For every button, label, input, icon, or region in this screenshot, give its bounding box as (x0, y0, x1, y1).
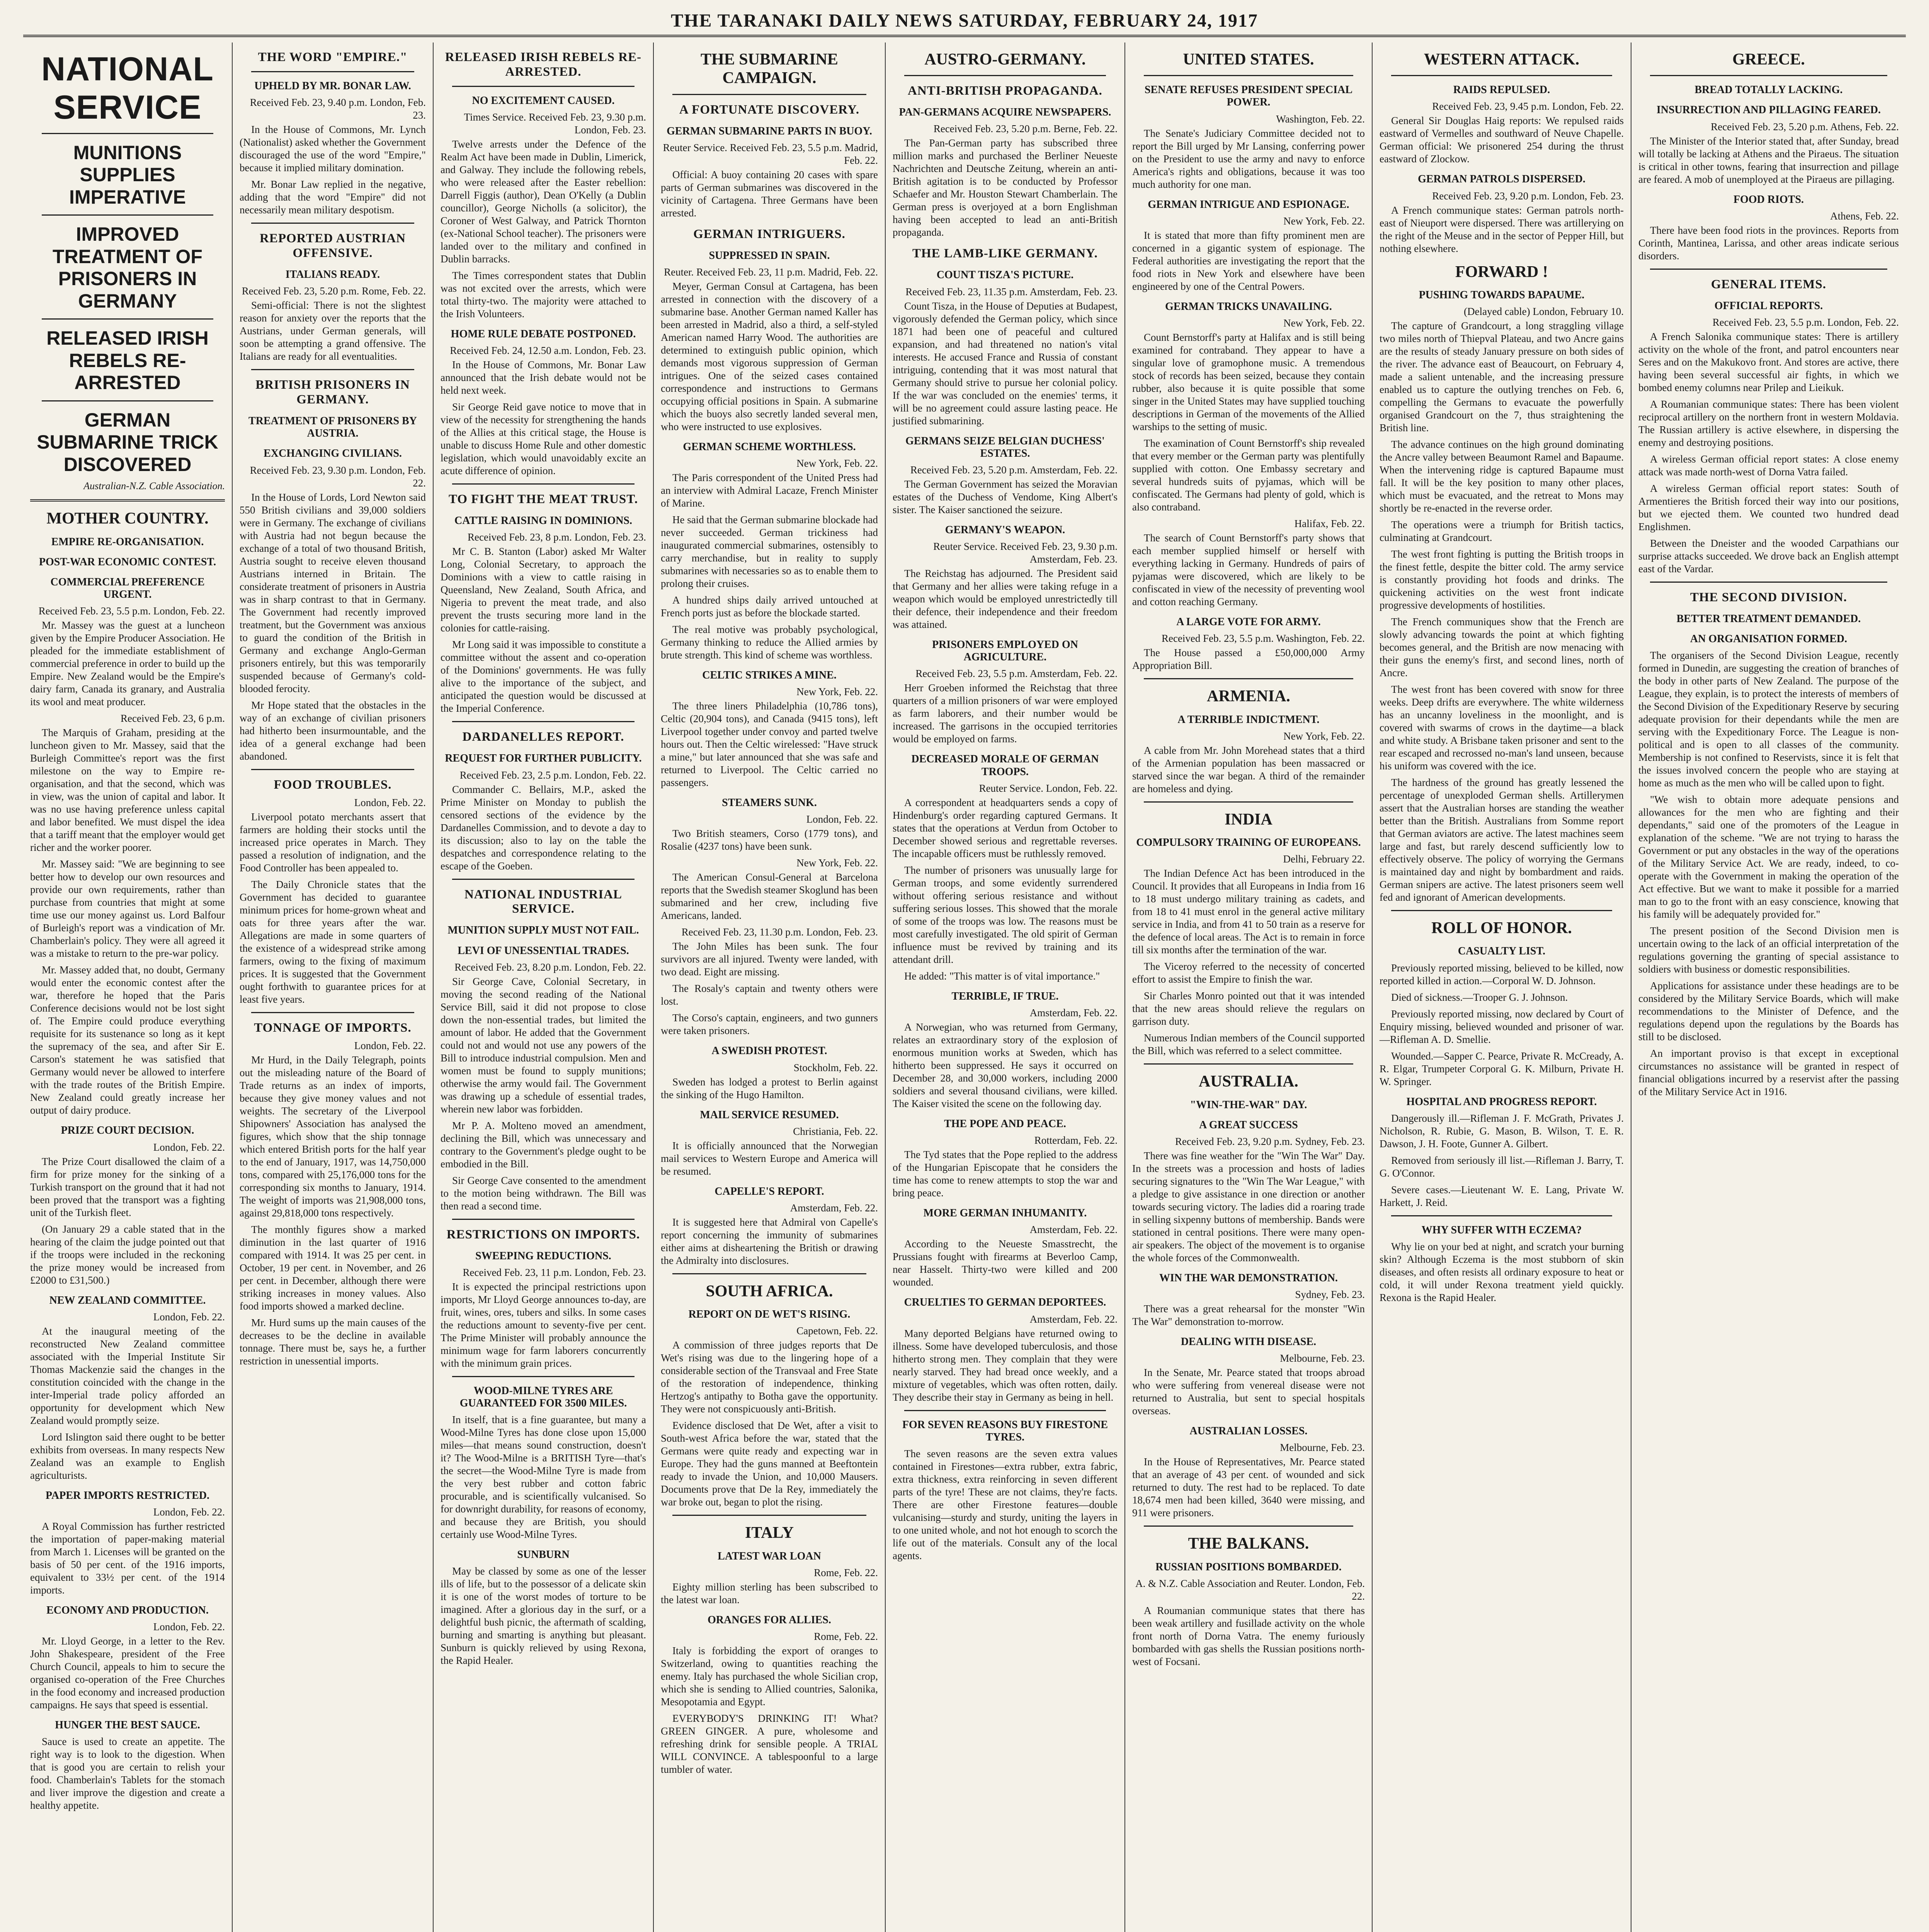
headline: FOOD TROUBLES. (274, 777, 392, 792)
article-paragraph: Wounded.—Sapper C. Pearce, Private R. McCready, A. R. Elgar, Trumpeter Corporal G. K. Milburn, Private H. W. Springer. (1380, 1050, 1624, 1087)
article-paragraph: The monthly figures show a marked diminution in the last quarter of 1916 compared with 1914. It was 25 per cent. in October, 19 per cent. in November, and 26 per cent. in December, although there were striking increases in money values. Also food imports showed a marked decline. (240, 1223, 426, 1312)
article-paragraph: Sir George Reid gave notice to move that in view of the necessity for strengthening the hands of the Allies at this critical stage, the House is unable to discuss Home Rule and other domestic legislation, which would unavoidably excite an acute difference of opinion. (441, 401, 646, 477)
subheading: PUSHING TOWARDS BAPAUME. (1419, 289, 1585, 301)
subheading: COMPULSORY TRAINING OF EUROPEANS. (1136, 837, 1361, 849)
article-paragraph: The Reichstag has adjourned. The President said that Germany and her allies were taking refuge in a weapon which would be employed unrestrictedly till their defence, their independence and their freedom was attained. (893, 568, 1118, 631)
dateline: Received Feb. 23, 5.5 p.m. London, Feb. 22. (38, 605, 225, 617)
column-1 (23, 43, 232, 1932)
subheading: INSURRECTION AND PILLAGING FEARED. (1656, 104, 1881, 116)
article-paragraph: He said that the German submarine blockade had never succeeded. German trickiness had inaugurated commercial submarines, ostensibly to carry merchandise, but in reality to supply submarines with necessaries so as to enable them to prolong their cruises. (661, 514, 878, 590)
dateline: Rome, Feb. 22. (814, 1566, 878, 1578)
article-paragraph: Mr Hurd, in the Daily Telegraph, points out the misleading nature of the Board of Trade returns as an index of imports, because they give money values and not weights. The secretary of the Liverpool Shipowners' Association has analysed the figures, which show that the ship tonnage which entered British ports for the half year to the end of January, 1917, was 14,750,000 tons, compared with 25,176,000 tons for the corresponding six months to January, 1914. The weight of imports was 21,908,000 tons, against 29,818,000 tons respectively. (240, 1054, 426, 1219)
article-paragraph: Evidence disclosed that De Wet, after a visit to South-west Africa before the war, stated that the Germans were quite ready and expecting war in Europe. They had the guns manned at Beeftontein ready to invade the Union, and 10,000 Mausers. Documents prove that De la Rey, immediately the war broke out, began to plot the rising. (661, 1420, 878, 1508)
article-paragraph: Italy is forbidding the export of oranges to Switzerland, owing to quantities reaching the enemy. Italy has purchased the whole Sicilian crop, which she is sending to Allied countries, Salonika, Mesopotamia and Egypt. (661, 1645, 878, 1708)
dateline: Received Feb. 24, 12.50 a.m. London, Feb. 23. (450, 345, 646, 357)
subheading: CATTLE RAISING IN DOMINIONS. (454, 515, 632, 527)
article-paragraph: The American Consul-General at Barcelona reports that the Swedish steamer Skoglund has been submarined and her crew, including five Americans, landed. (661, 871, 878, 922)
subheading: CELTIC STRIKES A MINE. (702, 669, 837, 682)
article-paragraph: In the House of Commons, Mr. Lynch (Nationalist) asked whether the Government discouraged the use of the word "Empire," because it implied military domination. (240, 124, 426, 174)
subheading: ORANGES FOR ALLIES. (708, 1614, 831, 1626)
dateline: A. & N.Z. Cable Association and Reuter. London, Feb. 22. (1135, 1577, 1365, 1602)
subheading: GERMAN SUBMARINE PARTS IN BUOY. (667, 125, 872, 137)
subheading: COUNT TISZA'S PICTURE. (936, 269, 1074, 281)
headline: THE LAMB-LIKE GERMANY. (912, 247, 1098, 261)
article-paragraph: Applications for assistance under these headings are to be considered by the Military Service Boards, which will make recommendations to the Minister of Defence, and the regulations depend upon the regulations by the Boards has still to be disclosed. (1638, 980, 1899, 1043)
subheading: REPORT ON DE WET'S RISING. (688, 1308, 851, 1321)
dateline: Melbourne, Feb. 23. (1280, 1352, 1365, 1364)
subheading: UPHELD BY MR. BONAR LAW. (254, 80, 411, 92)
subheading: EXCHANGING CIVILIANS. (264, 447, 402, 460)
column-4 (653, 43, 885, 1932)
article-paragraph: Mr. Lloyd George, in a letter to the Rev. John Shakespeare, president of the Free Church Council, appeals to him to secure the organised co-operation of the Free Churches in the food economy and increased production campaigns. He says that speed is essential. (30, 1635, 225, 1711)
article-paragraph: A hundred ships daily arrived untouched at French ports just as before the blockade started. (661, 594, 878, 619)
subheading: ECONOMY AND PRODUCTION. (46, 1604, 209, 1616)
article-paragraph: The advance continues on the high ground dominating the Ancre valley between Beaumont Ramel and Bapaume. When the intervening ridge is captured Bapaume must fall. It will be the key position to many other places, which must be evacuated, and the retreat to Mons may shortly be re-enacted in the reverse order. (1380, 439, 1624, 514)
dateline: Received Feb. 23, 5.20 p.m. Amsterdam, Feb. 22. (910, 464, 1118, 476)
subheading: GERMAN TRICKS UNAVAILING. (1165, 300, 1332, 313)
article-paragraph: Lord Islington said there ought to be better exhibits from overseas. In many respects New Zealand was an example to English agriculturists. (30, 1431, 225, 1481)
subheading: SWEEPING REDUCTIONS. (475, 1250, 611, 1262)
headline: THE SUBMARINE CAMPAIGN. (701, 51, 838, 87)
subheading: MAIL SERVICE RESUMED. (700, 1109, 839, 1121)
dateline: Reuter Service. London, Feb. 22. (979, 782, 1118, 794)
subheading: RAIDS REPULSED. (1453, 84, 1550, 96)
article-paragraph: The Minister of the Interior stated that, after Sunday, bread will totally be lacking at Athens and the Piraeus. The situation is critical in other towns, fearing that insurrection and pillage are feared. A mob of unemployed at the Piraeus are pillaging. (1638, 135, 1899, 185)
section-heading: SOUTH AFRICA. (706, 1282, 833, 1300)
dateline: New York, Feb. 22. (796, 457, 878, 469)
subheading: HOSPITAL AND PROGRESS REPORT. (1406, 1095, 1597, 1108)
article-paragraph: Mr. Hurd sums up the main causes of the decreases to be the decline in available tonnage. There must be, says he, a further restriction in unessential imports. (240, 1316, 426, 1367)
article-paragraph: Mr C. B. Stanton (Labor) asked Mr Walter Long, Colonial Secretary, to approach the Dominions with a view to cattle raising in Queensland, New Zealand, South Africa, and Nigeria to prevent the meat trade, and also prevent the trusts securing more land in the colonies for cattle-raising. (441, 546, 646, 634)
subheading: LEVI OF UNESSENTIAL TRADES. (458, 944, 629, 957)
article-paragraph: A Roumanian communique states that there has been weak artillery and fusillade activity on the whole front north of Dorna Vatra. The enemy furiously bombarded with gas shells the Russian positions north-west of Focsani. (1132, 1604, 1365, 1667)
subheading: POST-WAR ECONOMIC CONTEST. (39, 556, 216, 568)
headline: NATIONAL INDUSTRIAL SERVICE. (464, 887, 623, 916)
subheading: FOOD RIOTS. (1733, 193, 1804, 206)
article-paragraph: Liverpool potato merchants assert that farmers are holding their stocks until the increased price operates in March. They passed a resolution of indignation, and the Food Controller has been appealed to. (240, 811, 426, 874)
dateline: London, Feb. 22. (153, 1506, 225, 1518)
article-paragraph: The German Government has seized the Moravian estates of the Duchess of Vendome, King Albert's sister. The Kaiser sanctioned the seizure. (893, 478, 1118, 515)
newspaper-title: THE TARANAKI DAILY NEWS SATURDAY, FEBRUARY 24, 1917 (671, 10, 1258, 31)
dateline: London, Feb. 22. (153, 1311, 225, 1323)
article-paragraph: Mr. Massey said: "We are beginning to see better how to develop our own resources and provide our own requirements, rather than purchase from countries that might at some time use our money against us. Lord Balfour of Burleigh's report was a vindication of Mr. Chamberlain's policy. They were all agreed it was a mistake to return to the pre-war policy. (30, 858, 225, 959)
advertisement-heading: WHY SUFFER WITH ECZEMA? (1421, 1224, 1582, 1236)
article-paragraph: There have been food riots in the provinces. Reports from Corinth, Mantinea, Larissa, and other areas indicate serious disorders. (1638, 224, 1899, 262)
article-paragraph: The Tyd states that the Pope replied to the address of the Hungarian Episcopate that he considers the time has come to renew attempts to stop the war and bring peace. (893, 1149, 1118, 1199)
article-paragraph: It is suggested here that Admiral von Capelle's report concerning the immunity of submarines either aims at disheartening the British or drawing the Admiralty into disclosures. (661, 1216, 878, 1266)
article-paragraph: A Roumanian communique states: There has been violent reciprocal artillery on the northern front in western Moldavia. The Russian artillery is active elsewhere, in dispersing the enemy and destroying positions. (1638, 398, 1899, 448)
article-paragraph: Semi-official: There is not the slightest reason for anxiety over the reports that the Austrians, under German generals, will soon be attempting a grand offensive. The Italians are ready for all eventualities. (240, 299, 426, 362)
dateline: London, Feb. 22. (354, 796, 426, 808)
article-paragraph: Count Bernstorff's party at Halifax and is still being examined for contraband. They appear to have a singular love of gramophone music. A tremendous stock of records has been seized, because they contain rubber, also because it is quite possible that some singer in the United States may have supplied touching descriptions in German of the movements of the Allied warships to the setting of music. (1132, 332, 1365, 433)
advertisement-heading: WOOD-MILNE TYRES ARE GUARANTEED FOR 3500 MILES. (459, 1384, 627, 1410)
dateline: Received Feb. 23, 6 p.m. (121, 713, 225, 724)
dateline: Rome, Feb. 22. (814, 1631, 878, 1643)
subheading: NEW ZEALAND COMMITTEE. (49, 1294, 206, 1306)
subheading: PAPER IMPORTS RESTRICTED. (46, 1489, 209, 1502)
article-paragraph: The Senate's Judiciary Committee decided not to report the Bill urged by Mr Lansing, conferring power on the President to use the army and navy to enforce America's rights and obligations, because it was too much authority for one man. (1132, 127, 1365, 190)
advertisement-text: Why lie on your bed at night, and scratch your burning skin? Although Eczema is the most stubborn of skin diseases, and often resists all ordinary exposure to heat or cold, it will under Rexona treatment yield quickly. Rexona is the Rapid Healer. (1380, 1241, 1624, 1304)
article-paragraph: The Indian Defence Act has been introduced in the Council. It provides that all Europeans in India from 16 to 18 must undergo military training as cadets, and from 18 to 41 must enrol in the general active military service in India, and from 41 to 50 train as a reserve for the defence of local areas. The Act is to remain in force till six months after the termination of the war. (1132, 867, 1365, 956)
dateline: London, Feb. 22. (354, 1039, 426, 1051)
dateline: Received Feb. 23, 8.20 p.m. London, Feb. 22. (454, 961, 646, 973)
article-paragraph: The Corso's captain, engineers, and two gunners were taken prisoners. (661, 1012, 878, 1037)
subheading: PRISONERS EMPLOYED ON AGRICULTURE. (932, 639, 1078, 663)
section-heading: ARMENIA. (1207, 687, 1290, 706)
dateline: Capetown, Feb. 22. (796, 1325, 878, 1337)
headline: TONNAGE OF IMPORTS. (254, 1020, 412, 1035)
article-paragraph: Eighty million sterling has been subscribed to the latest war loan. (661, 1581, 878, 1605)
headline-irish-rebels: RELEASED IRISH REBELS RE-ARRESTED (46, 327, 209, 394)
article-paragraph: In the House of Commons, Mr. Bonar Law announced that the Irish debate would not be held next week. (441, 359, 646, 396)
dateline: Received Feb. 23, 2.5 p.m. London, Feb. 22. (459, 769, 646, 781)
dateline: Received Feb. 23, 8 p.m. London, Feb. 23. (468, 531, 646, 543)
dateline: Amsterdam, Feb. 22. (1029, 1313, 1118, 1325)
subheading: LATEST WAR LOAN (718, 1550, 821, 1562)
subheading: COMMERCIAL PREFERENCE URGENT. (50, 576, 205, 601)
article-paragraph: The operations were a triumph for British tactics, culminating at Grandcourt. (1380, 519, 1624, 544)
article-paragraph: The present position of the Second Division men is uncertain owing to the lack of an official interpretation of the regulations governing the granting of special assistance to soldiers with business or domestic responsibilities. (1638, 925, 1899, 975)
article-paragraph: The Marquis of Graham, presiding at the luncheon given to Mr. Massey, said that the Burleigh Committee's report was the first milestone on the way to Empire re-organisation, and that the second, which was in view, was the union of capital and labor. It was no use having preference unless capital and labor benefited. We must dispel the idea that a tariff meant that the employer would get richer and the worker poorer. (30, 727, 225, 854)
article-paragraph: An important proviso is that except in exceptional circumstances no assistance will be granted in respect of financial obligations incurred by a reservist after the passing of the Military Service Act in 1916. (1638, 1048, 1899, 1098)
headline: GERMAN INTRIGUERS. (693, 227, 845, 241)
dateline: London, Feb. 22. (153, 1141, 225, 1153)
dateline: London, Feb. 22. (153, 1621, 225, 1633)
subheading: NO EXCITEMENT CAUSED. (472, 94, 615, 107)
article-paragraph: It is expected the principal restrictions upon imports, Mr Lloyd George announces to-day, are fruit, wines, ores, tubers and silks. In some cases the reductions amount to seventy-five per cent. The Prime Minister will probably announce the minimum wage for farm laborers concurrently with the minimum grain prices. (441, 1281, 646, 1369)
subheading: CRUELTIES TO GERMAN DEPORTEES. (904, 1296, 1106, 1309)
advertisement-heading: SUNBURN (517, 1549, 570, 1561)
headline: FORWARD ! (1455, 263, 1548, 281)
column-3 (433, 43, 653, 1932)
dateline: Sydney, Feb. 23. (1295, 1289, 1365, 1301)
subheading: AN ORGANISATION FORMED. (1690, 633, 1847, 645)
article-paragraph: The west front has been covered with snow for three weeks. Deep drifts are everywhere. The white wilderness has an uncanny loveliness in the moonlight, and is covered with swarms of crows in the daytime—a black and white study. A Brisbane taken prisoner and sent to the rear escaped and recrossed no-man's land unseen, because his uniform was covered with the ice. (1380, 684, 1624, 772)
subheading: SUPPRESSED IN SPAIN. (709, 249, 830, 262)
article-paragraph: Many deported Belgians have returned owing to illness. Some have developed tuberculosis, and those hitherto strong men. They complain that they were nearly starved. They had bread once weekly, and a mixture of vegetables, which was often rotten, daily. They describe their stay in Germany as being in hell. (893, 1327, 1118, 1403)
article-paragraph: Official: A buoy containing 20 cases with spare parts of German submarines was discovered in the vicinity of Cartagena. Three Germans have been arrested. (661, 168, 878, 219)
dateline: Received Feb. 23, 5.5 p.m. Amsterdam, Feb. 22. (915, 668, 1118, 680)
article-paragraph: General Sir Douglas Haig reports: We repulsed raids eastward of Vermelles and southward of Neuve Chapelle. German official: We prisonered 254 during the thrust eastward of Zlockow. (1380, 115, 1624, 165)
headline: THE SECOND DIVISION. (1690, 590, 1847, 604)
article-paragraph: The Viceroy referred to the necessity of concerted effort to assist the Empire to finish the war. (1132, 961, 1365, 985)
subheading: SENATE REFUSES PRESIDENT SPECIAL POWER. (1144, 84, 1353, 109)
dateline: Received Feb. 23, 5.20 p.m. Athens, Feb. 22. (1711, 121, 1899, 133)
article-paragraph: There was fine weather for the "Win The War" Day. In the streets was a procession and hosts of ladies securing signatures to the "Win The War League," with a pledge to give assistance in one direction or another towards securing victory. The ladies did a roaring trade in selling sixpenny buttons of membership. Bands were stationed in central positions. There were many open-air speakers. The object of the movement is to organise the whole forces of the Commonwealth. (1132, 1150, 1365, 1264)
dateline: New York, Feb. 22. (796, 857, 878, 869)
article-paragraph: The west front fighting is putting the British troops in the finest fettle, despite the bitter cold. The army service is constantly providing hot foods and drinks. The quickening activities on the west front indicate progressive developments of hostilities. (1380, 548, 1624, 611)
headline-munitions: MUNITIONS SUPPLIES IMPERATIVE (69, 141, 186, 208)
subheading: BREAD TOTALLY LACKING. (1694, 84, 1843, 96)
article-paragraph: The French communiques show that the French are slowly advancing towards the point at which fighting becomes general, and the British are now menacing with their guns the enemy's first, and second lines, north of Ancre. (1380, 616, 1624, 679)
article-paragraph: At the inaugural meeting of the reconstructed New Zealand committee associated with the Imperial Institute Sir Thomas Mackenzie said the changes in the constitution coincided with the change in the inter-Imperial trade policy afforded an opportunity for development which New Zealand would promptly seize. (30, 1325, 225, 1426)
headline: ANTI-BRITISH PROPAGANDA. (908, 84, 1102, 98)
section-heading: AUSTRALIA. (1199, 1073, 1298, 1091)
headline: AUSTRO-GERMANY. (924, 51, 1086, 68)
article-paragraph: The search of Count Bernstorff's party shows that each member supplied himself or herself with everything lacking in Germany. Hundreds of pairs of pyjamas were discovered, which are likely to be confiscated in view of the necessity of preventing wool and cotton reaching Germany. (1132, 532, 1365, 608)
dateline: Received Feb. 23, 11.30 p.m. London, Feb. 23. (681, 926, 878, 938)
article-paragraph: A French Salonika communique states: There is artillery activity on the whole of the front, and patrol encounters near Seres and on the Makukovo front. And stores are active, there having been several successful air fights, in which we bombed enemy columns near Prilep and Lieikuk. (1638, 330, 1899, 393)
subheading: DECREASED MORALE OF GERMAN TROOPS. (911, 753, 1099, 778)
article-paragraph: Between the Dneister and the wooded Carpathians our surprise attacks succeeded. We drove back an English attempt east of the Vardar. (1638, 537, 1899, 575)
headline: TO FIGHT THE MEAT TRUST. (448, 492, 638, 507)
article-paragraph: (On January 29 a cable stated that in the hearing of the claim the judge pointed out that if the troops were included in the reckoning the prize money would be increased from £2000 to £31,500.) (30, 1223, 225, 1286)
subheading: AUSTRALIAN LOSSES. (1189, 1425, 1308, 1437)
dateline: Received Feb. 23, 11.35 p.m. Amsterdam, Feb. 23. (905, 286, 1118, 298)
headline-national-service: NATIONAL SERVICE (41, 51, 214, 126)
article-paragraph: A wireless German official report states: A close enemy attack was made north-west of Dorna Vatra failed. (1638, 453, 1899, 478)
article-paragraph: He added: "This matter is of vital importance." (904, 970, 1100, 982)
dateline: (Delayed cable) London, February 10. (1464, 306, 1624, 318)
subheading: CAPELLE'S REPORT. (714, 1185, 824, 1197)
dateline: Washington, Feb. 22. (1276, 113, 1365, 125)
dateline: Amsterdam, Feb. 22. (790, 1202, 878, 1214)
article-paragraph: Severe cases.—Lieutenant W. E. Lang, Private W. Harkett, J. Reid. (1380, 1184, 1624, 1208)
article-paragraph: A Royal Commission has further restricted the importation of paper-making material from March 1. Licenses will be granted on the basis of 50 per cent. of the 1916 imports, equivalent to 33½ per cent. of the 1914 imports. (30, 1520, 225, 1596)
headline: A FORTUNATE DISCOVERY. (679, 102, 860, 117)
dateline: Times Service. Received Feb. 23, 9.30 p.m. London, Feb. 23. (464, 111, 646, 136)
dateline: Reuter Service. Received Feb. 23, 9.30 p.m. Amsterdam, Feb. 23. (933, 541, 1118, 565)
subheading: REQUEST FOR FURTHER PUBLICITY. (445, 752, 642, 765)
article-paragraph: The number of prisoners was unusually large for German troops, and some evidently surrendered without offering serious resistance and without suffering serious losses. This showed that the morale of some of the troops was low. The reasons must be most carefully investigated. The old spirit of German influence must be revived by training and its attendant drill. (893, 864, 1118, 965)
headline: RESTRICTIONS ON IMPORTS. (446, 1227, 640, 1242)
article-paragraph: The hardness of the ground has greatly lessened the percentage of unexploded German shells. Artillerymen assert that the Australian horses are standing the weather better than the British. Australians from Somme report that German aviators are active. The latest machines seem large and fast, but rarely descend sufficiently low to effectively observe. The policy of worrying the Germans is maintained day and night by bombardment and raids. German snipers are active. The latest prisoners seem well fed and ignorant of American developments. (1380, 777, 1624, 903)
article-paragraph: It is stated that more than fifty prominent men are concerned in a gigantic system of espionage. The Federal authorities are investigating the report that the food riots in New York and elsewhere have been engineered by one of the Central Powers. (1132, 229, 1365, 292)
advertisement-text: In itself, that is a fine guarantee, but many a Wood-Milne Tyres has done close upon 15,000 miles—that means sound construction, doesn't it? The Wood-Milne is a BRITISH Tyre—that's the secret—the Wood-Milne Tyre is made from the very best rubber and cotton fabric procurable, and is scientifically vulcanised. So for downright durability, for reasons of economy, and because they are British, you should certainly use Wood-Milne Tyres. (441, 1414, 646, 1541)
headline-submarine-trick: GERMAN SUBMARINE TRICK DISCOVERED (37, 409, 218, 475)
dateline: Reuter. Received Feb. 23, 11 p.m. Madrid, Feb. 22. (664, 266, 878, 278)
dateline: Stockholm, Feb. 22. (793, 1061, 878, 1073)
subheading: RUSSIAN POSITIONS BOMBARDED. (1155, 1561, 1342, 1573)
column-8 (1631, 43, 1906, 1932)
subheading: CASUALTY LIST. (1458, 945, 1546, 957)
article-paragraph: A French communique states: German patrols north-east of Nieuport were dispersed. There was artillerying on the right of the Meuse and in the sector of Pepper Hill, but nothing elsewhere. (1380, 204, 1624, 254)
article-paragraph: Numerous Indian members of the Council supported the Bill, which was referred to a select committee. (1132, 1032, 1365, 1057)
subheading: GERMANY'S WEAPON. (945, 524, 1065, 536)
dateline: Received Feb. 23, 5.5 p.m. Washington, Feb. 22. (1161, 633, 1365, 645)
article-paragraph: The real motive was probably psychological, Germany thinking to reduce the Allied armies by brute strength. This kind of scheme was worthless. (661, 624, 878, 661)
column-5 (885, 43, 1124, 1932)
article-paragraph: Mr Hope stated that the obstacles in the way of an exchange of civilian prisoners had hitherto been insurmountable, and the idea of a general exchange had been abandoned. (240, 699, 426, 762)
subheading: A GREAT SUCCESS (1199, 1119, 1298, 1131)
advertisement-heading: FOR SEVEN REASONS BUY FIRESTONE TYRES. (902, 1418, 1108, 1443)
dateline: Received Feb. 23, 9.20 p.m. Sydney, Feb. 23. (1175, 1135, 1365, 1147)
article-paragraph: The Daily Chronicle states that the Government has decided to guarantee minimum prices for home-grown wheat and oats for three years after the war. Allegations are made in some quarters of the existence of a widespread strike among farmers, owing to the fixing of maximum prices. It is suggested that the Government ought forthwith to guarantee prices for at least five years. (240, 878, 426, 1005)
dateline: Christiania, Feb. 22. (793, 1125, 878, 1137)
dateline: Delhi, February 22. (1283, 853, 1365, 865)
dateline: Rotterdam, Feb. 22. (1034, 1134, 1118, 1146)
subheading: MUNITION SUPPLY MUST NOT FAIL. (447, 924, 639, 937)
article-paragraph: Twelve arrests under the Defence of the Realm Act have been made in Dublin, Limerick, and Galway. They include the following rebels, who were released after the Easter rebellion: Darrell Figgis (author), Dean O'Kelly (a Dublin councillor), George Nicholls (a solicitor), the Coroner of West Galway, and Patrick Thornton (ex-National School teacher). The prisoners were landed over to the military and confined in Dublin barracks. (441, 138, 646, 265)
article-paragraph: Meyer, German Consul at Cartagena, has been arrested in connection with the discovery of a submarine base. Another German named Kaller has been arrested in Madrid, also a third, a self-styled American named Harry Wood. The authorities are determined to extinguish public opinion, which demands most vigorous suppression of German intrigues. One of the seized cases contained correspondence and instructions to Germans occupying official positions in Spain. A submarine which the buoys also secretly landed several men, who were instructed to use explosives. (661, 280, 878, 432)
subheading: TREATMENT OF PRISONERS BY AUSTRIA. (248, 415, 417, 440)
headline: WESTERN ATTACK. (1424, 51, 1580, 68)
advertisement-text: May be classed by some as one of the lesser ills of life, but to the possessor of a delicate skin it is one of the worst modes of torture to be imagined. After a glorious day in the surf, or a delightful bush picnic, the aftermath of scalding, burning and smarting is anything but pleasant. Sunburn is quickly relieved by using Rexona, the Rapid Healer. (441, 1565, 646, 1667)
article-paragraph: Count Tisza, in the House of Deputies at Budapest, vigorously defended the German policy, which since 1871 had been one of peaceful and cultured expansion, and had threatened no nation's vital interests. He accused France and Russia of constant intriguing, contending that it was most natural that Germany should strive to pursue her colonial policy. If the war was concluded on the enemies' terms, it will be no agreement could assure lasting peace. He justified submarining. (893, 300, 1118, 427)
headline: GENERAL ITEMS. (1711, 277, 1827, 291)
article-paragraph: Sir George Cave consented to the amendment to the motion being withdrawn. The Bill was then read a second time. (441, 1174, 646, 1212)
article-paragraph: The three liners Philadelphia (10,786 tons), Celtic (20,904 tons), and Canada (9415 tons), left Liverpool together under convoy and parted twelve hours out. Then the Celtic wirelessed: "Have struck a mine," but later announced that she was safe and returned to Liverpool. The Celtic carried no passengers. (661, 700, 878, 789)
article-paragraph: The Paris correspondent of the United Press had an interview with Admiral Lacaze, French Minister of Marine. (661, 472, 878, 509)
article-paragraph: A commission of three judges reports that De Wet's rising was due to the lingering hope of a considerable section of the Transvaal and Free State of the restoration of independence, thinking Hertzog's antipathy to Botha gave the opportunity. They were not conspicuously anti-British. (661, 1339, 878, 1415)
subheading: MORE GERMAN INHUMANITY. (923, 1207, 1087, 1219)
article-paragraph: Died of sickness.—Trooper G. J. Johnson. (1391, 991, 1568, 1003)
article-paragraph: Commander C. Bellairs, M.P., asked the Prime Minister on Monday to publish the censored sections of the evidence by the Dardanelles Commission, and to devote a day to its discussion; also to lay on the table the despatches and correspondence relating to the escape of the Goeben. (441, 783, 646, 872)
article-paragraph: Mr Long said it was impossible to constitute a committee without the assent and co-operation of the Dominions' governments. He was fully alive to the importance of the subject, and anticipated the question would be discussed at the Imperial Conference. (441, 639, 646, 714)
dateline: New York, Feb. 22. (1283, 730, 1365, 742)
article-paragraph: "We wish to obtain more adequate pensions and allowances for the men who are fighting and their dependants," said one of the promoters of the League in explanation of the scheme. "We are not trying to harass the Government or put any obstacles in the way of the operations of the Military Service Act. We are ready, indeed, to co-operate with the Government in making the operation of the Act effective. But we want to make it possible for a married man to go to the front with an easy conscience, knowing that his family will be adequately provided for." (1638, 794, 1899, 920)
headline: RELEASED IRISH REBELS RE-ARRESTED. (445, 50, 642, 79)
dateline: Athens, Feb. 22. (1830, 210, 1899, 222)
dateline: New York, Feb. 22. (796, 686, 878, 698)
article-paragraph: In the House of Lords, Lord Newton said 550 British civilians and 39,000 soldiers were in Germany. The exchange of civilians with Austria had not begun because the exchange of a total of two thousand British, Austria sought to receive eleven thousand Austrians interned in Britain. The considerate treatment of prisoners in Austria was in sharp contrast to that in Germany. The Government had recently improved treatment, but the Government was anxious to guard the condition of the British in Germany and exchange Anglo-German prisoners entirely, but this was temporarily suspended because of Germany's cold-blooded ferocity. (240, 491, 426, 694)
subheading: BETTER TREATMENT DEMANDED. (1676, 612, 1861, 625)
subheading: GERMAN PATROLS DISPERSED. (1418, 173, 1585, 185)
dateline: Received Feb. 23, 9.45 p.m. London, Feb. 22. (1432, 100, 1624, 112)
dateline: Amsterdam, Feb. 22. (1029, 1224, 1118, 1236)
dateline: Received Feb. 23, 9.30 p.m. London, Feb. 22. (250, 464, 426, 489)
subheading: PRIZE COURT DECISION. (61, 1124, 194, 1137)
article-paragraph: Previously reported missing, believed to be killed, now reported killed in action.—Corporal W. D. Johnson. (1380, 962, 1624, 986)
subheading: EMPIRE RE-ORGANISATION. (51, 536, 204, 548)
article-paragraph: Previously reported missing, now declared by Court of Enquiry missing, believed wounded and prisoner of war.—Rifleman A. D. Smellie. (1380, 1008, 1624, 1045)
dateline: Received Feb. 23, 5.20 p.m. Berne, Feb. 22. (933, 123, 1118, 135)
dateline: New York, Feb. 22. (1283, 317, 1365, 329)
article-paragraph: Dangerously ill.—Rifleman J. F. McGrath, Privates J. Nicholson, R. Rubie, G. Mason, B. Wilson, T. E. R. Dawson, J. H. Foote, Gunner A. Gilbert. (1380, 1112, 1624, 1150)
dateline: Received Feb. 23, 11 p.m. London, Feb. 23. (463, 1266, 646, 1278)
headline: DARDANELLES REPORT. (462, 730, 624, 744)
subheading: GERMANS SEIZE BELGIAN DUCHESS' ESTATES. (905, 435, 1105, 459)
headline: GREECE. (1732, 51, 1805, 68)
subheading: A SWEDISH PROTEST. (711, 1045, 827, 1057)
article-paragraph: Removed from seriously ill list.—Rifleman J. Barry, T. G. O'Connor. (1380, 1154, 1624, 1179)
agency-credit: Australian-N.Z. Cable Association. (83, 480, 225, 492)
column-2 (232, 43, 433, 1932)
subheading: A TERRIBLE INDICTMENT. (1177, 713, 1320, 726)
subheading: GERMAN SCHEME WORTHLESS. (683, 440, 856, 453)
dateline: London, Feb. 22. (806, 813, 878, 825)
dateline: Reuter Service. Received Feb. 23, 5.5 p.m. Madrid, Feb. 22. (663, 141, 878, 166)
article-paragraph: A wireless German official report states: South of Armentieres the British forced their way into our positions, but we ejected them. We counted two hundred dead Englishmen. (1638, 482, 1899, 532)
article-paragraph: Two British steamers, Corso (1779 tons), and Rosalie (4237 tons) have been sunk. (661, 828, 878, 852)
advertisement-text: EVERYBODY'S DRINKING IT! What? GREEN GINGER. A pure, wholesome and refreshing drink for sensible people. A TRIAL WILL CONVINCE. A tablespoonful to a large tumbler of water. (661, 1713, 878, 1776)
article-paragraph: Sweden has lodged a protest to Berlin against the sinking of the Hugo Hamilton. (661, 1076, 878, 1100)
headline-prisoners: IMPROVED TREATMENT OF PRISONERS IN GERMANY (53, 223, 202, 312)
article-paragraph: The Pan-German party has subscribed three million marks and purchased the Berliner Neueste Nachrichten and Deutsche Zeitung, wherein an anti-British agitation is to be conducted by Professor Schaefer and Mr. Houston Stewart Chamberlain. The German press is overjoyed at a born Englishman having been accepted to lead an anti-British propaganda. (893, 137, 1118, 238)
dateline: New York, Feb. 22. (1283, 215, 1365, 227)
dateline: Amsterdam, Feb. 22. (1029, 1007, 1118, 1019)
article-paragraph: Mr P. A. Molteno moved an amendment, declining the Bill, which was unnecessary and contrary to the Government's pledge ought to be embodied in the Bill. (441, 1119, 646, 1170)
headline: BRITISH PRISONERS IN GERMANY. (255, 378, 410, 407)
article-paragraph: A correspondent at headquarters sends a copy of Hindenburg's order regarding captured Germans. It states that the operations at Verdun from October to December showed serious and regrettable reverses. The incapable officers must be ruthlessly removed. (893, 796, 1118, 859)
article-paragraph: A Norwegian, who was returned from Germany, relates an extraordinary story of the explosion of enormous munition works at Sweden, which has hitherto been suppressed. He says it occurred on December 28, and 30,000 workers, including 2000 soldiers and several thousand civilians, were killed. The Kaiser visited the scene on the following day. (893, 1021, 1118, 1110)
dateline: Received Feb. 23, 5.20 p.m. Rome, Feb. 22. (242, 285, 426, 297)
article-paragraph: Mr. Bonar Law replied in the negative, adding that the word "Empire" did not necessarily mean military despotism. (240, 179, 426, 216)
article-paragraph: According to the Neueste Smasstrecht, the Prussians fought with firearms at Beverloo Camp, near Hasselt. Thirty-two were killed and 200 wounded. (893, 1238, 1118, 1288)
subheading: WIN THE WAR DEMONSTRATION. (1159, 1272, 1338, 1284)
subheading: OFFICIAL REPORTS. (1714, 299, 1823, 312)
dateline: Halifax, Feb. 22. (1294, 518, 1365, 530)
column-7 (1372, 43, 1631, 1932)
advertisement-text: The seven reasons are the seven extra values contained in Firestones—extra rubber, extra fabric, extra thickness, extra reinforcing in seven different parts of the tyre! These are not claims, they're facts. There are other Firestone features—double vulcanising—sturdy and sturdy, uniting the layers in to one united whole, and not hot enough to scorch the life out of the materials. Consult any of the local agents. (893, 1447, 1118, 1561)
headline: UNITED STATES. (1183, 51, 1314, 68)
article-paragraph: There was a great rehearsal for the monster "Win The War" demonstration to-morrow. (1132, 1303, 1365, 1328)
dateline: Received Feb. 23, 9.20 p.m. London, Feb. 23. (1432, 190, 1624, 202)
subheading: GERMAN INTRIGUE AND ESPIONAGE. (1148, 198, 1349, 211)
column-6 (1124, 43, 1372, 1932)
section-heading: ROLL OF HONOR. (1431, 919, 1572, 937)
article-paragraph: The Prize Court disallowed the claim of a firm for prize money for the sinking of a Turkish transport on the ground that it had not been proved that the transport was a fighting unit of the Turkish fleet. (30, 1155, 225, 1218)
dateline: Melbourne, Feb. 23. (1280, 1442, 1365, 1454)
subheading: HOME RULE DEBATE POSTPONED. (451, 328, 636, 340)
advertisement-text: Sauce is used to create an appetite. The right way is to look to the digestion. When that is good you are certain to relish your food. Chamberlain's Tablets for the stomach and liver improve the digestion and create a healthy appetite. (30, 1736, 225, 1811)
article-paragraph: Sir George Cave, Colonial Secretary, in moving the second reading of the National Service Bill, said it did not propose to close down the non-essential trades, but limited the amount of labor. He added that the Government could not and would not use any powers of the Bill to introduce industrial compulsion. Men and women must be found to supply munitions; otherwise the army would fail. The Government was drawing up a schedule of essential trades, wherein new labor was forbidden. (441, 975, 646, 1115)
article-paragraph: It is officially announced that the Norwegian mail services to Western Europe and America will be resumed. (661, 1139, 878, 1177)
article-paragraph: The examination of Count Bernstorff's ship revealed that every member or the German party was plentifully supplied with cotton. One Embassy secretary and several hundreds suits of pyjamas, which will be confiscated. The Germans had plenty of gold, which is also contraband. (1132, 437, 1365, 513)
headline: THE WORD "EMPIRE." (258, 50, 408, 64)
subheading: ITALIANS READY. (285, 269, 380, 281)
article-paragraph: A cable from Mr. John Morehead states that a third of the Armenian population has been massacred or starved since the war began. A third of the remainder are homeless and dying. (1132, 744, 1365, 794)
article-paragraph: The Rosaly's captain and twenty others were lost. (661, 983, 878, 1007)
section-heading: THE BALKANS. (1188, 1535, 1309, 1553)
section-heading: INDIA (1225, 810, 1272, 828)
article-paragraph: Herr Groeben informed the Reichstag that three quarters of a million prisoners of war were employed as farm laborers, and their number would be increased. The garrisons in the occupied territories would be employed on farms. (893, 682, 1118, 745)
masthead (23, 8, 1906, 37)
subheading: TERRIBLE, IF TRUE. (951, 990, 1059, 1002)
article-paragraph: Mr. Massey added that, no doubt, Germany would enter the economic contest after the war, therefore he hoped that the Paris Conference decisions would not be lost sight of. The Empire could produce everything requisite for its sustenance so long as it kept the supremacy of the sea, and after Sir E. Carson's statement he was satisfied that Germany would never be allowed to interfere with the trade routes of the British Empire. New Zealand could greatly increase her output of dairy produce. (30, 964, 225, 1116)
subheading: STEAMERS SUNK. (722, 797, 817, 809)
headline: REPORTED AUSTRIAN OFFENSIVE. (260, 231, 406, 260)
subheading: THE POPE AND PEACE. (944, 1118, 1066, 1130)
article-paragraph: The House passed a £50,000,000 Army Appropriation Bill. (1132, 647, 1365, 672)
dateline: Received Feb. 23, 9.40 p.m. London, Feb. 23. (250, 97, 426, 121)
subheading: "WIN-THE-WAR" DAY. (1190, 1099, 1307, 1111)
article-paragraph: In the House of Representatives, Mr. Pearce stated that an average of 43 per cent. of wounded and sick returned to duty. The rest had to be replaced. To date 18,674 men had been killed, 3640 were missing, and 911 were prisoners. (1132, 1456, 1365, 1519)
article-paragraph: The John Miles has been sunk. The four survivors are all injured. Twenty were landed, with two dead. Eight are missing. (661, 940, 878, 978)
article-paragraph: Sir Charles Monro pointed out that it was intended that the new areas should relieve the regulars on garrison duty. (1132, 990, 1365, 1027)
article-paragraph: The capture of Grandcourt, a long straggling village two miles north of Thiepval Plateau, and two Ancre gains are the results of steady January pressure on both sides of the river. The advance east of Beaucourt, on February 4, made a salient untenable, and the increasing pressure enabled us to capture the outlying trenches on Feb. 6, compelling the Germans to evacuate the powerfully organised Grandcourt on the 7, thus straightening the British line. (1380, 320, 1624, 434)
subheading: PAN-GERMANS ACQUIRE NEWSPAPERS. (899, 106, 1111, 119)
subheading: A LARGE VOTE FOR ARMY. (1176, 616, 1321, 628)
article-paragraph: In the Senate, Mr. Pearce stated that troops abroad who were suffering from venereal disease were not returned to Australia, but sent to special hospitals overseas. (1132, 1367, 1365, 1417)
dateline: Received Feb. 23, 5.5 p.m. London, Feb. 22. (1712, 316, 1899, 328)
article-paragraph: The Times correspondent states that Dublin was not excited over the arrests, which were total thirty-two. The majority were attached to the Irish Volunteers. (441, 270, 646, 320)
subheading: HUNGER THE BEST SAUCE. (55, 1719, 200, 1731)
article-paragraph: Mr. Massey was the guest at a luncheon given by the Empire Producer Association. He pleaded for the immediate establishment of commercial preference in order to build up the Empire. New Zealand would be the Empire's dairy farm, Canada its granary, and Australia its wool and meat producer. (30, 619, 225, 708)
section-heading: MOTHER COUNTRY. (46, 510, 209, 528)
subheading: DEALING WITH DISEASE. (1181, 1336, 1317, 1348)
section-heading: ITALY (745, 1524, 794, 1542)
article-paragraph: The organisers of the Second Division League, recently formed in Dunedin, are suggesting the creation of branches of the body in other parts of New Zealand. The purpose of the League, they explain, is to protect the interests of members of the Second Division of the Expeditionary Reserve by securing adequate provision for their dependants while the men are serving with the Expeditionary Force. The League is non-political and is open to all classes of the community. Membership is not confined to Reservists, since it is felt that the issues involved concern the people who are staying at home as much as the men who will be called upon to fight. (1638, 650, 1899, 789)
